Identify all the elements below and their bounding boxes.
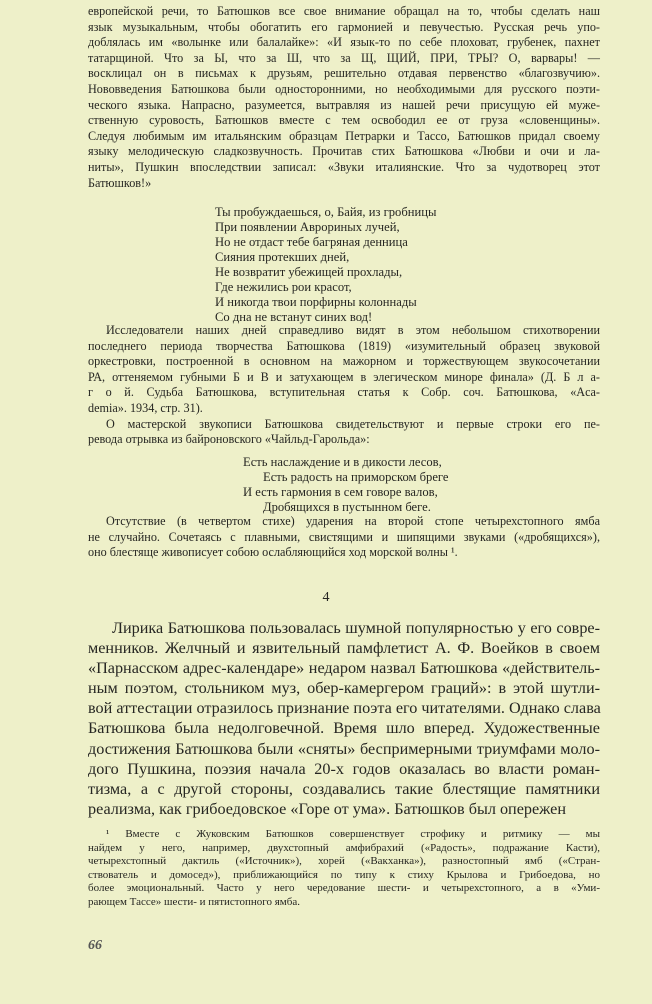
text-line: Ты пробуждаешься, о, Байя, из гробницы: [215, 205, 437, 219]
poem-baia: [215, 205, 436, 325]
text-line: не случайно. Сочетаясь с плавными, свистящими и шипящими звуками («дробящихся»),: [88, 529, 600, 544]
text-line: При появлении Аврориных лучей,: [215, 220, 400, 234]
text-line: demia». 1934, стр. 31).: [88, 400, 203, 415]
text-line: более эмоциональный. Часто у него чередование шести- и четырехстопного, а в «Уми-: [88, 882, 600, 895]
text-line: вой аттестации отразилось признание поэта его читателями. Однако слава: [88, 699, 601, 718]
text-line: ческого языка. Напрасно, разумеется, вытравляя из нашей речи присущую ей муже-: [88, 97, 600, 112]
text-line: Где нежились рои красот,: [215, 280, 352, 294]
text-line: дого Пушкина, поэзия начала 20-х годов оказалась во власти роман-: [88, 759, 600, 778]
text-line: Есть радость на приморском бреге: [263, 470, 449, 484]
text-line: менников. Желчный и язвительный памфлетист А. Ф. Воейков в своем: [88, 639, 600, 658]
text-line: Сияния протекших дней,: [215, 250, 350, 264]
text-line: Батюшкова была недолговечной. Время шло вперед. Художественные: [88, 719, 600, 738]
text-line: ственную суровость, Батюшков вместе с тем освободил ее от груза «словенщины».: [88, 113, 600, 128]
text-line: Со дна не встанут синих вод!: [215, 310, 373, 324]
text-line: Лирика Батюшкова пользовалась шумной популярностью у его совре-: [112, 619, 600, 637]
text-line: ¹ Вместе с Жуковским Батюшков совершенствует строфику и ритмику — мы: [106, 828, 600, 840]
section-number: 4: [322, 590, 330, 605]
text-line: г о й. Судьба Батюшкова, вступительная статья к Собр. соч. Батюшкова, «Aca-: [88, 385, 600, 400]
text-line: доблялась им «волынке или балалайке»: «И язык-то по себе плоховат, грубенек, пахнет: [88, 35, 600, 50]
poem-childe-harold: [243, 455, 449, 515]
text-line: достижения Батюшкова были «сняты» беспримерными триумфами моло-: [88, 739, 600, 758]
text-line: Следуя любимым им итальянским образцам Петрарки и Тассо, Батюшков придал своему: [88, 128, 600, 143]
text-line: реализма, как грибоедовское «Горе от ума». Батюшков был опережен: [88, 799, 566, 818]
text-line: татарщиной. Что за Ы, что за Ш, что за Щ, ЩИЙ, ПРИ, ТРЫ? О, варвары! —: [88, 50, 600, 65]
text-line: «Парнасском адрес-календаре» недаром назвал Батюшкова «действитель-: [88, 659, 600, 678]
paragraph-3: [88, 514, 600, 561]
text-line: тизма, а с другой стороны, создавались такие блестящие памятники: [88, 779, 600, 798]
text-line: И есть гармония в сем говоре валов,: [243, 485, 438, 499]
text-line: ным поэтом, стольником муз, обер-камергером граций»: в этой шутли-: [88, 679, 600, 698]
paragraph-1: [88, 4, 600, 191]
text-line: И никогда твои порфирны колоннады: [215, 295, 417, 309]
text-line: РА, оттеняемом губными Б и В и затухающем в элегическом миноре финала» (Д. Б л а-: [88, 369, 600, 384]
text-line: Не возвратит убежищей прохлады,: [215, 265, 403, 279]
text-line: ствователь и домосед»), приближающийся по типу к стиху Крылова и Грибоедова, но: [88, 868, 600, 881]
text-line: последнего периода творчества Батюшкова (1819) «изумительный образец звуковой: [88, 338, 600, 353]
text-line: оно блестяще живописует собою ослабляющийся ход морской волны ¹.: [88, 545, 458, 560]
text-line: ревода отрывка из байроновского «Чайльд-Гарольда»:: [88, 432, 370, 447]
text-line: Отсутствие (в четвертом стихе) ударения на второй стопе четырехстопного ямба: [106, 514, 600, 528]
footnote: [88, 828, 600, 910]
text-line: Батюшков!»: [88, 175, 152, 190]
text-line: четырехстопный дактиль («Источник»), хорей («Вакханка»), разностопный ямб («Стран-: [88, 855, 600, 868]
text-line: Нововведения Батюшкова были односторонними, но необходимыми для русского поэти-: [88, 81, 600, 96]
text-line: оркестровки, построенной в основном на мажорном и торжествующем звукосочетании: [88, 354, 600, 369]
text-line: европейской речи, то Батюшков все свое внимание обращал на то, чтобы сделать наш: [88, 4, 600, 18]
text-line: О мастерской звукописи Батюшкова свидетельствуют и первые строки его пе-: [106, 416, 600, 431]
page-number: 66: [88, 938, 102, 953]
paragraph-4: [88, 618, 600, 819]
text-line: найдем у него, например, двухстопный амфибрахий («Радость», подражание Касти),: [88, 841, 600, 854]
text-line: Исследователи наших дней справедливо видят в этом небольшом стихотворении: [106, 323, 600, 337]
text-line: языку мелодическую сладкозвучность. Прочитав стих Батюшкова «Любви и очи и ла-: [88, 144, 600, 159]
text-line: Но не отдаст тебе багряная денница: [215, 235, 408, 249]
text-line: Дробящихся в пустынном беге.: [263, 500, 431, 514]
text-line: язык музыкальным, чтобы обогатить его гармонией и певучестью. Русская речь упо-: [88, 19, 600, 34]
paragraph-2: [88, 323, 600, 448]
text-line: восклицал он в письмах к друзьям, решительно отдавая первенство «благозвучию».: [88, 66, 600, 81]
text-line: ниты», Пушкин впоследствии записал: «Звуки италиянские. Что за чудотворец этот: [88, 159, 600, 174]
text-line: рающем Тассе» шести- и пятистопного ямба.: [88, 895, 300, 908]
text-line: Есть наслаждение и в дикости лесов,: [243, 455, 442, 469]
